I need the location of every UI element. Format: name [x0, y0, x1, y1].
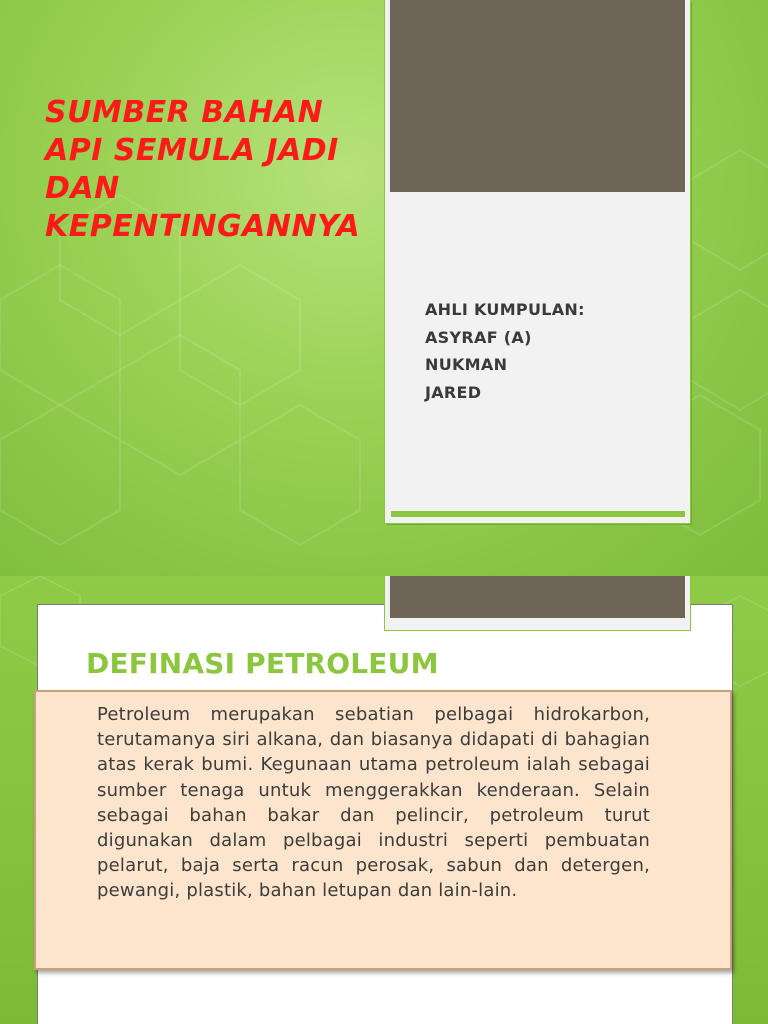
members-heading: AHLI KUMPULAN:	[425, 300, 585, 319]
card-header-block	[390, 0, 685, 192]
group-members-list	[425, 296, 585, 406]
section-heading: DEFINASI PETROLEUM	[86, 647, 439, 680]
definition-slide	[0, 576, 768, 1024]
card-header-block	[390, 576, 685, 618]
definition-text: Petroleum merupakan sebatian pelbagai hidrokarbon, terutamanya siri alkana, dan biasanya didapati di bahagian atas kerak bumi. Kegunaan utama petroleum ialah sebagai sumber tenaga untuk menggerakkan kenderaan. Selain sebagai bahan bakar dan pelincir, petroleum turut digunakan dalam pelbagai industri seperti pembuatan pelarut, baja serta racun perosak, sabun dan detergen, pewangi, plastik, bahan letupan dan lain-lain.	[97, 704, 650, 902]
card-accent-line	[391, 511, 685, 517]
member-name: NUKMAN	[425, 355, 508, 374]
member-name: JARED	[425, 382, 482, 402]
presentation-title: SUMBER BAHAN API SEMULA JADI DAN KEPENTINGANNYA	[45, 95, 361, 244]
members-card	[385, 0, 690, 523]
header-card-overlap	[385, 576, 690, 630]
definition-textbox	[34, 690, 732, 970]
member-name: ASYRAF (A)	[425, 327, 532, 347]
